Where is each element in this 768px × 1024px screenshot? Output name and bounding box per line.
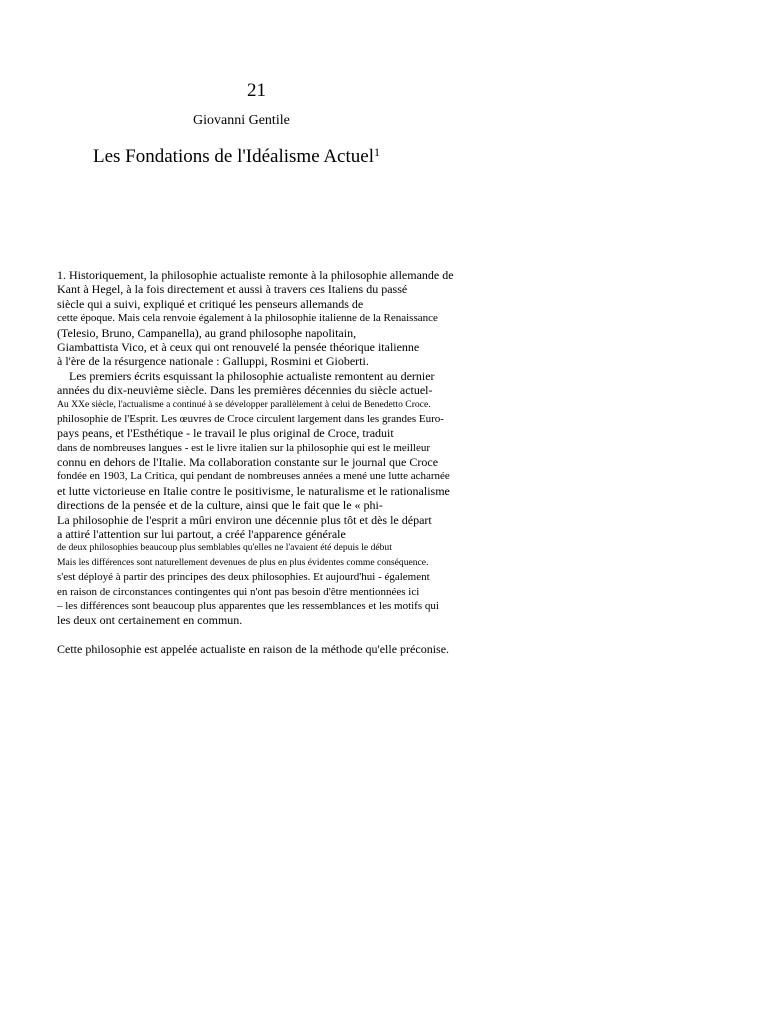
chapter-title [93,145,380,169]
body-line: Au XXe siècle, l'actualisme a continué à se développer parallèlement à celui de Benedetto Croce. [57,398,431,410]
body-line: les deux ont certainement en commun. [57,613,243,628]
body-line: années du dix-neuvième siècle. Dans les premières décennies du siècle actuel- [57,383,433,398]
body-line: en raison de circonstances contingentes qui n'ont pas besoin d'être mentionnées ici [57,585,420,598]
body-line: directions de la pensée et de la culture, ainsi que le fait que le « phi- [57,498,383,513]
body-line: – les différences sont beaucoup plus apparentes que les ressemblances et les motifs qui [57,599,439,612]
body-line: Giambattista Vico, et à ceux qui ont renouvelé la pensée théorique italienne [57,339,420,354]
body-line: pays peans, et l'Esthétique - le travail le plus original de Croce, traduit [57,426,394,441]
body-line: Les premiers écrits esquissant la philosophie actualiste remontent au dernier [69,368,435,383]
body-line: 1. Historiquement, la philosophie actualiste remonte à la philosophie allemande de [57,268,454,282]
body-line: s'est déployé à partir des principes des deux philosophies. Et aujourd'hui - également [57,571,430,584]
body-line: de deux philosophies beaucoup plus semblables qu'elles ne l'avaient été depuis le début [57,542,392,554]
body-line: fondée en 1903, La Critica, qui pendant de nombreuses années a mené une lutte acharnée [57,470,450,483]
body-line: cette époque. Mais cela renvoie également à la philosophie italienne de la Renaissance [57,312,438,325]
chapter-title-text: Les Fondations de l'Idéalisme Actuel [93,146,374,167]
footnote-marker: 1 [373,145,380,159]
page-number: 21 [247,80,266,101]
body-line: Mais les différences sont naturellement devenues de plus en plus évidentes comme conséquence. [57,556,429,568]
body-line: Kant à Hegel, à la fois directement et aussi à travers ces Italiens du passé [57,282,408,297]
body-line: La philosophie de l'esprit a mûri environ une décennie plus tôt et dès le départ [57,512,432,527]
body-line: et lutte victorieuse en Italie contre le positivisme, le naturalisme et le rationalisme [57,483,450,498]
body-line: Cette philosophie est appelée actualiste en raison de la méthode qu'elle préconise. [57,642,450,657]
author-name: Giovanni Gentile [193,113,290,128]
body-line: dans de nombreuses langues - est le livre italien sur la philosophie qui est le meilleur [57,441,430,454]
paragraph-break [57,628,497,642]
body-line: philosophie de l'Esprit. Les œuvres de Croce circulent largement dans les grandes Euro- [57,412,444,425]
body-line: connu en dehors de l'Italie. Ma collaboration constante sur le journal que Croce [57,455,439,470]
body-line: siècle qui a suivi, expliqué et critiqué les penseurs allemands de [57,296,364,311]
body-line: a attiré l'attention sur lui partout, a créé l'apparence générale [57,527,346,542]
body-line: à l'ère de la résurgence nationale : Galluppi, Rosmini et Gioberti. [57,354,369,369]
body-line: (Telesio, Bruno, Campanella), au grand philosophe napolitain, [57,325,357,340]
body-text [57,268,497,657]
